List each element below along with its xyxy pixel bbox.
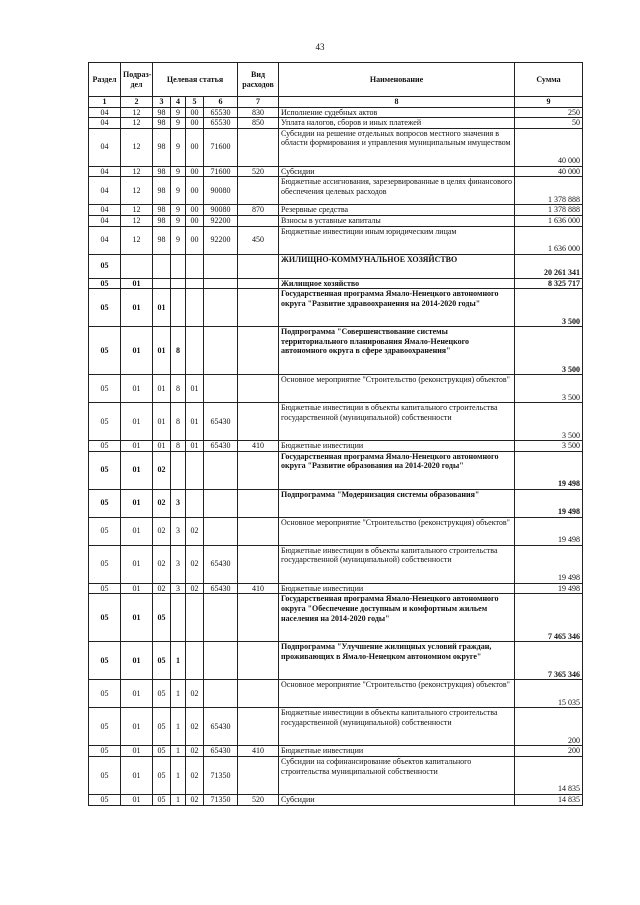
amount-cell: 50	[515, 118, 583, 129]
target-code-3-cell: 02	[186, 680, 204, 708]
target-code-3-cell: 02	[186, 708, 204, 746]
target-code-4-cell: 65430	[204, 403, 238, 441]
podrazdel-cell: 01	[121, 441, 153, 452]
razdel-cell: 04	[89, 177, 121, 205]
target-code-2-cell: 9	[171, 166, 186, 177]
header-celevaya: Целевая статья	[153, 63, 238, 97]
item-name-cell: Бюджетные инвестиции	[279, 583, 515, 594]
target-code-4-cell	[204, 680, 238, 708]
table-row	[89, 215, 583, 226]
item-name-cell: Резервные средства	[279, 205, 515, 216]
table-row	[89, 128, 583, 166]
target-code-4-cell	[204, 594, 238, 642]
target-code-4-cell: 71600	[204, 166, 238, 177]
item-name-cell: Подпрограмма "Совершенствование системы территориального планирования Ямало-Ненецкого автономного округа в сфере здравоохранения"	[279, 327, 515, 375]
razdel-cell: 04	[89, 205, 121, 216]
podrazdel-cell: 01	[121, 403, 153, 441]
amount-cell: 200	[515, 746, 583, 757]
target-code-3-cell	[186, 278, 204, 289]
table-row	[89, 708, 583, 746]
target-code-3-cell: 02	[186, 794, 204, 805]
target-code-3-cell	[186, 642, 204, 680]
razdel-cell: 05	[89, 327, 121, 375]
amount-cell: 14 835	[515, 794, 583, 805]
target-code-3-cell	[186, 327, 204, 375]
expense-type-cell: 410	[238, 441, 279, 452]
amount-cell: 3 500	[515, 441, 583, 452]
amount-cell: 19 498	[515, 517, 583, 545]
razdel-cell: 04	[89, 128, 121, 166]
target-code-3-cell: 00	[186, 107, 204, 118]
target-code-2-cell: 9	[171, 226, 186, 254]
table-row	[89, 118, 583, 129]
razdel-cell: 05	[89, 680, 121, 708]
podrazdel-cell: 01	[121, 746, 153, 757]
target-code-1-cell: 02	[153, 545, 171, 583]
table-row	[89, 594, 583, 642]
target-code-2-cell: 1	[171, 746, 186, 757]
target-code-4-cell	[204, 278, 238, 289]
target-code-3-cell	[186, 594, 204, 642]
expense-type-cell: 520	[238, 794, 279, 805]
item-name-cell: Государственная программа Ямало-Ненецкого автономного округа "Развитие здравоохранения на 2014-2020 годы"	[279, 289, 515, 327]
header-row	[89, 63, 583, 97]
expense-type-cell	[238, 545, 279, 583]
target-code-1-cell: 05	[153, 708, 171, 746]
target-code-3-cell: 00	[186, 226, 204, 254]
header-summa: Сумма	[515, 63, 583, 97]
target-code-3-cell: 00	[186, 215, 204, 226]
razdel-cell: 05	[89, 583, 121, 594]
expense-type-cell	[238, 177, 279, 205]
amount-cell: 40 000	[515, 128, 583, 166]
podrazdel-cell: 01	[121, 756, 153, 794]
table-row	[89, 166, 583, 177]
podrazdel-cell: 12	[121, 128, 153, 166]
item-name-cell: ЖИЛИЩНО-КОММУНАЛЬНОЕ ХОЗЯЙСТВО	[279, 254, 515, 278]
target-code-3-cell: 00	[186, 177, 204, 205]
target-code-1-cell: 05	[153, 756, 171, 794]
item-name-cell: Бюджетные инвестиции в объекты капитального строительства государственной (муниципальной) собственности	[279, 708, 515, 746]
target-code-1-cell: 98	[153, 177, 171, 205]
target-code-1-cell	[153, 254, 171, 278]
target-code-4-cell	[204, 327, 238, 375]
target-code-2-cell: 9	[171, 177, 186, 205]
target-code-4-cell: 90080	[204, 177, 238, 205]
target-code-3-cell	[186, 451, 204, 489]
target-code-2-cell: 3	[171, 517, 186, 545]
amount-cell: 1 636 000	[515, 215, 583, 226]
amount-cell: 40 000	[515, 166, 583, 177]
item-name-cell: Основное мероприятие "Строительство (реконструкция) объектов"	[279, 375, 515, 403]
razdel-cell: 05	[89, 545, 121, 583]
target-code-3-cell: 02	[186, 545, 204, 583]
item-name-cell: Субсидии на решение отдельных вопросов местного значения в области формирования и управления муниципальным имуществом	[279, 128, 515, 166]
target-code-1-cell: 98	[153, 226, 171, 254]
expense-type-cell	[238, 489, 279, 517]
item-name-cell: Субсидии на софинансирование объектов капитального строительства муниципальной собственности	[279, 756, 515, 794]
razdel-cell: 04	[89, 107, 121, 118]
table-row	[89, 642, 583, 680]
table-row	[89, 289, 583, 327]
target-code-4-cell	[204, 254, 238, 278]
item-name-cell: Исполнение судебных актов	[279, 107, 515, 118]
target-code-1-cell: 01	[153, 375, 171, 403]
target-code-4-cell: 65530	[204, 107, 238, 118]
header-razdel: Раздел	[89, 63, 121, 97]
target-code-2-cell	[171, 451, 186, 489]
target-code-3-cell: 00	[186, 166, 204, 177]
razdel-cell: 04	[89, 215, 121, 226]
table-row	[89, 177, 583, 205]
podrazdel-cell: 01	[121, 289, 153, 327]
table-row	[89, 403, 583, 441]
podrazdel-cell: 12	[121, 177, 153, 205]
expense-type-cell	[238, 278, 279, 289]
item-name-cell: Подпрограмма "Улучшение жилищных условий граждан, проживающих в Ямало-Ненецком автономном округе"	[279, 642, 515, 680]
amount-cell: 19 498	[515, 489, 583, 517]
podrazdel-cell: 12	[121, 118, 153, 129]
razdel-cell: 05	[89, 403, 121, 441]
target-code-2-cell: 1	[171, 680, 186, 708]
amount-cell: 3 500	[515, 327, 583, 375]
razdel-cell: 05	[89, 708, 121, 746]
expense-type-cell: 520	[238, 166, 279, 177]
expense-type-cell	[238, 375, 279, 403]
target-code-3-cell: 00	[186, 128, 204, 166]
target-code-4-cell	[204, 375, 238, 403]
table-row	[89, 441, 583, 452]
expense-type-cell: 410	[238, 746, 279, 757]
target-code-2-cell: 9	[171, 215, 186, 226]
table-row	[89, 205, 583, 216]
target-code-1-cell: 05	[153, 594, 171, 642]
expense-type-cell	[238, 517, 279, 545]
amount-cell: 250	[515, 107, 583, 118]
expense-type-cell: 450	[238, 226, 279, 254]
table-row	[89, 545, 583, 583]
target-code-2-cell: 8	[171, 403, 186, 441]
razdel-cell: 05	[89, 441, 121, 452]
target-code-3-cell	[186, 489, 204, 517]
index-cell: 6	[204, 97, 238, 108]
razdel-cell: 04	[89, 118, 121, 129]
index-cell: 4	[171, 97, 186, 108]
budget-table	[88, 62, 583, 806]
target-code-3-cell: 01	[186, 441, 204, 452]
item-name-cell: Бюджетные инвестиции в объекты капитального строительства государственной (муниципальной) собственности	[279, 545, 515, 583]
target-code-1-cell: 01	[153, 327, 171, 375]
table-row	[89, 583, 583, 594]
table-row	[89, 517, 583, 545]
target-code-1-cell: 02	[153, 583, 171, 594]
podrazdel-cell: 01	[121, 375, 153, 403]
target-code-3-cell: 02	[186, 746, 204, 757]
target-code-4-cell: 71350	[204, 794, 238, 805]
razdel-cell: 04	[89, 166, 121, 177]
podrazdel-cell: 01	[121, 545, 153, 583]
razdel-cell: 05	[89, 746, 121, 757]
item-name-cell: Бюджетные инвестиции	[279, 441, 515, 452]
item-name-cell: Бюджетные инвестиции	[279, 746, 515, 757]
amount-cell: 3 500	[515, 403, 583, 441]
target-code-1-cell: 02	[153, 489, 171, 517]
razdel-cell: 05	[89, 517, 121, 545]
podrazdel-cell: 12	[121, 166, 153, 177]
razdel-cell: 05	[89, 489, 121, 517]
amount-cell: 19 498	[515, 583, 583, 594]
index-cell: 1	[89, 97, 121, 108]
target-code-2-cell: 9	[171, 128, 186, 166]
target-code-1-cell: 01	[153, 403, 171, 441]
expense-type-cell: 410	[238, 583, 279, 594]
expense-type-cell	[238, 680, 279, 708]
expense-type-cell	[238, 594, 279, 642]
header-vid: Вид расходов	[238, 63, 279, 97]
target-code-4-cell	[204, 289, 238, 327]
expense-type-cell	[238, 289, 279, 327]
target-code-4-cell: 71350	[204, 756, 238, 794]
expense-type-cell	[238, 254, 279, 278]
amount-cell: 14 835	[515, 756, 583, 794]
target-code-2-cell: 8	[171, 327, 186, 375]
target-code-3-cell	[186, 289, 204, 327]
target-code-4-cell	[204, 517, 238, 545]
expense-type-cell	[238, 451, 279, 489]
index-cell: 9	[515, 97, 583, 108]
expense-type-cell	[238, 327, 279, 375]
expense-type-cell	[238, 708, 279, 746]
podrazdel-cell: 01	[121, 489, 153, 517]
target-code-1-cell: 98	[153, 128, 171, 166]
target-code-4-cell: 71600	[204, 128, 238, 166]
item-name-cell: Уплата налогов, сборов и иных платежей	[279, 118, 515, 129]
index-cell: 8	[279, 97, 515, 108]
target-code-2-cell	[171, 594, 186, 642]
item-name-cell: Основное мероприятие "Строительство (реконструкция) объектов"	[279, 517, 515, 545]
target-code-1-cell: 05	[153, 794, 171, 805]
target-code-2-cell: 1	[171, 794, 186, 805]
index-cell: 2	[121, 97, 153, 108]
podrazdel-cell: 12	[121, 205, 153, 216]
index-cell: 3	[153, 97, 171, 108]
amount-cell: 20 261 341	[515, 254, 583, 278]
target-code-3-cell: 02	[186, 756, 204, 794]
target-code-2-cell: 1	[171, 756, 186, 794]
target-code-3-cell: 01	[186, 375, 204, 403]
target-code-2-cell: 9	[171, 107, 186, 118]
target-code-1-cell: 98	[153, 107, 171, 118]
target-code-2-cell: 1	[171, 708, 186, 746]
amount-cell: 3 500	[515, 289, 583, 327]
target-code-3-cell	[186, 254, 204, 278]
target-code-4-cell: 90080	[204, 205, 238, 216]
target-code-1-cell: 02	[153, 517, 171, 545]
podrazdel-cell: 12	[121, 107, 153, 118]
amount-cell: 1 378 888	[515, 205, 583, 216]
amount-cell: 15 035	[515, 680, 583, 708]
table-row	[89, 680, 583, 708]
index-cell: 7	[238, 97, 279, 108]
razdel-cell: 05	[89, 289, 121, 327]
razdel-cell: 05	[89, 756, 121, 794]
column-index-row	[89, 97, 583, 108]
razdel-cell: 05	[89, 375, 121, 403]
item-name-cell: Подпрограмма "Модернизация системы образования"	[279, 489, 515, 517]
target-code-2-cell	[171, 289, 186, 327]
target-code-4-cell: 92200	[204, 226, 238, 254]
amount-cell: 7 365 346	[515, 642, 583, 680]
amount-cell: 1 378 888	[515, 177, 583, 205]
expense-type-cell	[238, 642, 279, 680]
amount-cell: 19 498	[515, 451, 583, 489]
item-name-cell: Государственная программа Ямало-Ненецкого автономного округа "Обеспечение доступным и комфортным жильем населения на 2014-2020 годы"	[279, 594, 515, 642]
item-name-cell: Государственная программа Ямало-Ненецкого автономного округа "Развитие образования на 2014-2020 годы"	[279, 451, 515, 489]
target-code-1-cell	[153, 278, 171, 289]
table-row	[89, 375, 583, 403]
podrazdel-cell: 01	[121, 327, 153, 375]
target-code-1-cell: 98	[153, 215, 171, 226]
expense-type-cell	[238, 128, 279, 166]
target-code-2-cell: 1	[171, 642, 186, 680]
target-code-2-cell: 8	[171, 441, 186, 452]
target-code-3-cell: 02	[186, 517, 204, 545]
expense-type-cell	[238, 403, 279, 441]
target-code-4-cell: 65430	[204, 708, 238, 746]
podrazdel-cell	[121, 254, 153, 278]
expense-type-cell: 830	[238, 107, 279, 118]
razdel-cell: 05	[89, 794, 121, 805]
podrazdel-cell: 01	[121, 517, 153, 545]
podrazdel-cell: 01	[121, 451, 153, 489]
razdel-cell: 05	[89, 254, 121, 278]
expense-type-cell	[238, 215, 279, 226]
table-row	[89, 489, 583, 517]
amount-cell: 7 465 346	[515, 594, 583, 642]
target-code-2-cell	[171, 278, 186, 289]
expense-type-cell	[238, 756, 279, 794]
table-row	[89, 756, 583, 794]
target-code-2-cell: 9	[171, 118, 186, 129]
target-code-1-cell: 05	[153, 680, 171, 708]
amount-cell: 200	[515, 708, 583, 746]
target-code-4-cell: 92200	[204, 215, 238, 226]
target-code-1-cell: 98	[153, 205, 171, 216]
target-code-2-cell: 3	[171, 545, 186, 583]
target-code-2-cell: 8	[171, 375, 186, 403]
target-code-3-cell: 00	[186, 118, 204, 129]
target-code-1-cell: 05	[153, 642, 171, 680]
table-row	[89, 327, 583, 375]
target-code-1-cell: 98	[153, 166, 171, 177]
podrazdel-cell: 01	[121, 583, 153, 594]
amount-cell: 1 636 000	[515, 226, 583, 254]
table-row	[89, 746, 583, 757]
target-code-4-cell	[204, 489, 238, 517]
item-name-cell: Субсидии	[279, 166, 515, 177]
item-name-cell: Жилищное хозяйство	[279, 278, 515, 289]
target-code-3-cell: 02	[186, 583, 204, 594]
target-code-4-cell	[204, 451, 238, 489]
target-code-4-cell	[204, 642, 238, 680]
podrazdel-cell: 12	[121, 226, 153, 254]
amount-cell: 19 498	[515, 545, 583, 583]
expense-type-cell: 850	[238, 118, 279, 129]
podrazdel-cell: 01	[121, 708, 153, 746]
target-code-3-cell: 01	[186, 403, 204, 441]
item-name-cell: Взносы в уставные капиталы	[279, 215, 515, 226]
item-name-cell: Бюджетные ассигнования, зарезервированные в целях финансового обеспечения целевых расходов	[279, 177, 515, 205]
target-code-2-cell	[171, 254, 186, 278]
item-name-cell: Бюджетные инвестиции в объекты капитального строительства государственной (муниципальной) собственности	[279, 403, 515, 441]
index-cell: 5	[186, 97, 204, 108]
razdel-cell: 05	[89, 642, 121, 680]
target-code-4-cell: 65430	[204, 441, 238, 452]
podrazdel-cell: 12	[121, 215, 153, 226]
target-code-2-cell: 3	[171, 583, 186, 594]
target-code-2-cell: 9	[171, 205, 186, 216]
page-number: 43	[315, 42, 325, 52]
item-name-cell: Основное мероприятие "Строительство (реконструкция) объектов"	[279, 680, 515, 708]
razdel-cell: 04	[89, 226, 121, 254]
header-podrazdel: Подраз-дел	[121, 63, 153, 97]
header-name: Наименование	[279, 63, 515, 97]
target-code-4-cell: 65430	[204, 545, 238, 583]
table-row	[89, 451, 583, 489]
podrazdel-cell: 01	[121, 794, 153, 805]
target-code-4-cell: 65530	[204, 118, 238, 129]
table-row	[89, 278, 583, 289]
amount-cell: 3 500	[515, 375, 583, 403]
razdel-cell: 05	[89, 594, 121, 642]
item-name-cell: Бюджетные инвестиции иным юридическим лицам	[279, 226, 515, 254]
target-code-1-cell: 02	[153, 451, 171, 489]
target-code-4-cell: 65430	[204, 746, 238, 757]
table-row	[89, 254, 583, 278]
target-code-2-cell: 3	[171, 489, 186, 517]
razdel-cell: 05	[89, 451, 121, 489]
table-row	[89, 794, 583, 805]
podrazdel-cell: 01	[121, 278, 153, 289]
podrazdel-cell: 01	[121, 594, 153, 642]
podrazdel-cell: 01	[121, 642, 153, 680]
amount-cell: 8 325 717	[515, 278, 583, 289]
table-row	[89, 107, 583, 118]
razdel-cell: 05	[89, 278, 121, 289]
item-name-cell: Субсидии	[279, 794, 515, 805]
target-code-1-cell: 05	[153, 746, 171, 757]
target-code-4-cell: 65430	[204, 583, 238, 594]
expense-type-cell: 870	[238, 205, 279, 216]
target-code-1-cell: 01	[153, 441, 171, 452]
target-code-1-cell: 98	[153, 118, 171, 129]
table-row	[89, 226, 583, 254]
target-code-1-cell: 01	[153, 289, 171, 327]
podrazdel-cell: 01	[121, 680, 153, 708]
target-code-3-cell: 00	[186, 205, 204, 216]
